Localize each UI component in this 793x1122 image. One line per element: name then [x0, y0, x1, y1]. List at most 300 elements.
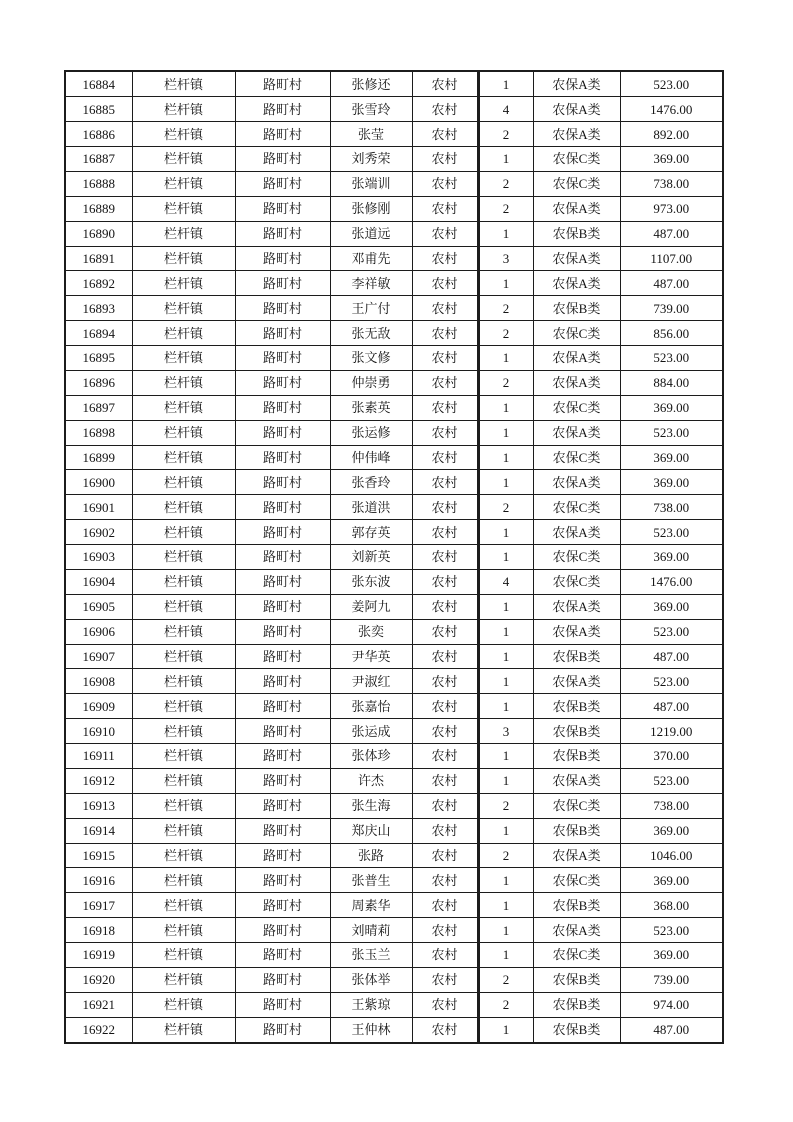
village-cell: 路町村: [235, 768, 330, 793]
person-name-cell: 张体举: [330, 967, 412, 992]
serial-number-cell: 16890: [65, 221, 132, 246]
table-row: [65, 545, 723, 570]
residence-type-cell: 农村: [412, 520, 478, 545]
insurance-category-cell: 农保B类: [533, 1017, 620, 1043]
person-name-cell: 张运修: [330, 420, 412, 445]
insurance-category-cell: 农保A类: [533, 346, 620, 371]
town-cell: 栏杆镇: [132, 470, 235, 495]
village-cell: 路町村: [235, 296, 330, 321]
insurance-category-cell: 农保B类: [533, 644, 620, 669]
person-name-cell: 仲崇勇: [330, 370, 412, 395]
serial-number-cell: 16903: [65, 545, 132, 570]
person-count-cell: 2: [478, 495, 533, 520]
village-cell: 路町村: [235, 395, 330, 420]
person-name-cell: 张修刚: [330, 196, 412, 221]
person-count-cell: 2: [478, 793, 533, 818]
amount-cell: 973.00: [620, 196, 723, 221]
person-name-cell: 张嘉怡: [330, 694, 412, 719]
town-cell: 栏杆镇: [132, 744, 235, 769]
serial-number-cell: 16910: [65, 719, 132, 744]
village-cell: 路町村: [235, 719, 330, 744]
residence-type-cell: 农村: [412, 594, 478, 619]
serial-number-cell: 16908: [65, 669, 132, 694]
residence-type-cell: 农村: [412, 346, 478, 371]
amount-cell: 369.00: [620, 868, 723, 893]
person-count-cell: 1: [478, 420, 533, 445]
insurance-category-cell: 农保B类: [533, 893, 620, 918]
person-name-cell: 张道洪: [330, 495, 412, 520]
town-cell: 栏杆镇: [132, 569, 235, 594]
serial-number-cell: 16896: [65, 370, 132, 395]
village-cell: 路町村: [235, 196, 330, 221]
village-cell: 路町村: [235, 520, 330, 545]
serial-number-cell: 16894: [65, 321, 132, 346]
residence-type-cell: 农村: [412, 719, 478, 744]
serial-number-cell: 16899: [65, 445, 132, 470]
person-name-cell: 尹淑红: [330, 669, 412, 694]
table-row: [65, 122, 723, 147]
residence-type-cell: 农村: [412, 545, 478, 570]
insurance-category-cell: 农保B类: [533, 296, 620, 321]
person-count-cell: 1: [478, 868, 533, 893]
table-row: [65, 147, 723, 172]
amount-cell: 523.00: [620, 420, 723, 445]
table-row: [65, 97, 723, 122]
amount-cell: 523.00: [620, 619, 723, 644]
town-cell: 栏杆镇: [132, 669, 235, 694]
serial-number-cell: 16893: [65, 296, 132, 321]
town-cell: 栏杆镇: [132, 370, 235, 395]
table-row: [65, 321, 723, 346]
person-count-cell: 4: [478, 97, 533, 122]
person-count-cell: 1: [478, 744, 533, 769]
amount-cell: 487.00: [620, 271, 723, 296]
amount-cell: 892.00: [620, 122, 723, 147]
person-name-cell: 张奕: [330, 619, 412, 644]
residence-type-cell: 农村: [412, 271, 478, 296]
residence-type-cell: 农村: [412, 370, 478, 395]
amount-cell: 487.00: [620, 1017, 723, 1043]
town-cell: 栏杆镇: [132, 147, 235, 172]
residence-type-cell: 农村: [412, 171, 478, 196]
insurance-category-cell: 农保A类: [533, 669, 620, 694]
person-count-cell: 1: [478, 644, 533, 669]
serial-number-cell: 16895: [65, 346, 132, 371]
insurance-category-cell: 农保B类: [533, 221, 620, 246]
town-cell: 栏杆镇: [132, 644, 235, 669]
town-cell: 栏杆镇: [132, 1017, 235, 1043]
table-row: [65, 619, 723, 644]
serial-number-cell: 16886: [65, 122, 132, 147]
table-row: [65, 420, 723, 445]
serial-number-cell: 16905: [65, 594, 132, 619]
insurance-category-cell: 农保C类: [533, 943, 620, 968]
village-cell: 路町村: [235, 992, 330, 1017]
person-count-cell: 2: [478, 171, 533, 196]
residence-type-cell: 农村: [412, 744, 478, 769]
village-cell: 路町村: [235, 171, 330, 196]
residence-type-cell: 农村: [412, 122, 478, 147]
insurance-category-cell: 农保B类: [533, 967, 620, 992]
person-name-cell: 周素华: [330, 893, 412, 918]
town-cell: 栏杆镇: [132, 420, 235, 445]
amount-cell: 487.00: [620, 694, 723, 719]
amount-cell: 369.00: [620, 594, 723, 619]
insurance-category-cell: 农保C类: [533, 445, 620, 470]
town-cell: 栏杆镇: [132, 843, 235, 868]
person-name-cell: 张体珍: [330, 744, 412, 769]
person-count-cell: 1: [478, 395, 533, 420]
insurance-category-cell: 农保C类: [533, 545, 620, 570]
town-cell: 栏杆镇: [132, 445, 235, 470]
insurance-category-cell: 农保C类: [533, 321, 620, 346]
insurance-category-cell: 农保C类: [533, 171, 620, 196]
village-cell: 路町村: [235, 370, 330, 395]
table-row: [65, 71, 723, 97]
insurance-category-cell: 农保A类: [533, 71, 620, 97]
town-cell: 栏杆镇: [132, 918, 235, 943]
amount-cell: 856.00: [620, 321, 723, 346]
residence-type-cell: 农村: [412, 445, 478, 470]
insurance-category-cell: 农保B类: [533, 818, 620, 843]
insurance-category-cell: 农保B类: [533, 694, 620, 719]
serial-number-cell: 16909: [65, 694, 132, 719]
village-cell: 路町村: [235, 843, 330, 868]
village-cell: 路町村: [235, 420, 330, 445]
table-row: [65, 221, 723, 246]
table-row: [65, 445, 723, 470]
amount-cell: 523.00: [620, 768, 723, 793]
person-name-cell: 张道远: [330, 221, 412, 246]
table-row: [65, 967, 723, 992]
amount-cell: 884.00: [620, 370, 723, 395]
person-name-cell: 刘秀荣: [330, 147, 412, 172]
town-cell: 栏杆镇: [132, 719, 235, 744]
insurance-category-cell: 农保A类: [533, 470, 620, 495]
person-count-cell: 1: [478, 147, 533, 172]
residence-type-cell: 农村: [412, 619, 478, 644]
person-count-cell: 1: [478, 818, 533, 843]
table-row: [65, 868, 723, 893]
residence-type-cell: 农村: [412, 97, 478, 122]
town-cell: 栏杆镇: [132, 967, 235, 992]
person-name-cell: 张普生: [330, 868, 412, 893]
serial-number-cell: 16887: [65, 147, 132, 172]
table-row: [65, 943, 723, 968]
amount-cell: 738.00: [620, 793, 723, 818]
table-row: [65, 370, 723, 395]
person-name-cell: 姜阿九: [330, 594, 412, 619]
village-cell: 路町村: [235, 1017, 330, 1043]
town-cell: 栏杆镇: [132, 520, 235, 545]
serial-number-cell: 16888: [65, 171, 132, 196]
person-name-cell: 张东波: [330, 569, 412, 594]
insurance-category-cell: 农保A类: [533, 196, 620, 221]
table-row: [65, 669, 723, 694]
amount-cell: 1107.00: [620, 246, 723, 271]
serial-number-cell: 16917: [65, 893, 132, 918]
person-count-cell: 1: [478, 918, 533, 943]
village-cell: 路町村: [235, 868, 330, 893]
person-count-cell: 1: [478, 545, 533, 570]
person-count-cell: 3: [478, 246, 533, 271]
table-row: [65, 470, 723, 495]
amount-cell: 1476.00: [620, 97, 723, 122]
insurance-category-cell: 农保A类: [533, 370, 620, 395]
village-cell: 路町村: [235, 445, 330, 470]
person-name-cell: 王紫琼: [330, 992, 412, 1017]
person-count-cell: 2: [478, 967, 533, 992]
serial-number-cell: 16918: [65, 918, 132, 943]
residence-type-cell: 农村: [412, 296, 478, 321]
village-cell: 路町村: [235, 545, 330, 570]
insurance-category-cell: 农保C类: [533, 395, 620, 420]
insurance-category-cell: 农保A类: [533, 619, 620, 644]
table-row: [65, 246, 723, 271]
table-row: [65, 171, 723, 196]
town-cell: 栏杆镇: [132, 594, 235, 619]
village-cell: 路町村: [235, 346, 330, 371]
table-row: [65, 918, 723, 943]
village-cell: 路町村: [235, 321, 330, 346]
amount-cell: 369.00: [620, 147, 723, 172]
table-row: [65, 271, 723, 296]
amount-cell: 1476.00: [620, 569, 723, 594]
village-cell: 路町村: [235, 943, 330, 968]
person-count-cell: 1: [478, 943, 533, 968]
town-cell: 栏杆镇: [132, 71, 235, 97]
table-row: [65, 196, 723, 221]
person-count-cell: 1: [478, 1017, 533, 1043]
person-name-cell: 张修还: [330, 71, 412, 97]
amount-cell: 523.00: [620, 71, 723, 97]
person-count-cell: 1: [478, 470, 533, 495]
person-name-cell: 张生海: [330, 793, 412, 818]
person-count-cell: 2: [478, 370, 533, 395]
amount-cell: 523.00: [620, 669, 723, 694]
person-name-cell: 张运成: [330, 719, 412, 744]
town-cell: 栏杆镇: [132, 992, 235, 1017]
person-count-cell: 1: [478, 346, 533, 371]
person-name-cell: 王广付: [330, 296, 412, 321]
serial-number-cell: 16912: [65, 768, 132, 793]
table-row: [65, 818, 723, 843]
village-cell: 路町村: [235, 967, 330, 992]
residence-type-cell: 农村: [412, 71, 478, 97]
table-row: [65, 495, 723, 520]
serial-number-cell: 16915: [65, 843, 132, 868]
residence-type-cell: 农村: [412, 395, 478, 420]
amount-cell: 523.00: [620, 520, 723, 545]
amount-cell: 369.00: [620, 818, 723, 843]
insurance-category-cell: 农保A类: [533, 420, 620, 445]
insurance-category-cell: 农保A类: [533, 918, 620, 943]
serial-number-cell: 16898: [65, 420, 132, 445]
serial-number-cell: 16913: [65, 793, 132, 818]
insurance-category-cell: 农保C类: [533, 147, 620, 172]
serial-number-cell: 16891: [65, 246, 132, 271]
town-cell: 栏杆镇: [132, 246, 235, 271]
insurance-category-cell: 农保B类: [533, 992, 620, 1017]
person-count-cell: 2: [478, 296, 533, 321]
insurance-category-cell: 农保A类: [533, 271, 620, 296]
amount-cell: 1046.00: [620, 843, 723, 868]
town-cell: 栏杆镇: [132, 395, 235, 420]
serial-number-cell: 16919: [65, 943, 132, 968]
residence-type-cell: 农村: [412, 246, 478, 271]
table-row: [65, 1017, 723, 1043]
person-name-cell: 张雪玲: [330, 97, 412, 122]
village-cell: 路町村: [235, 470, 330, 495]
insurance-category-cell: 农保C类: [533, 868, 620, 893]
person-name-cell: 刘晴莉: [330, 918, 412, 943]
amount-cell: 523.00: [620, 346, 723, 371]
person-name-cell: 刘新英: [330, 545, 412, 570]
table-body: [65, 71, 723, 1043]
town-cell: 栏杆镇: [132, 619, 235, 644]
person-name-cell: 郑庆山: [330, 818, 412, 843]
town-cell: 栏杆镇: [132, 122, 235, 147]
insurance-category-cell: 农保A类: [533, 594, 620, 619]
table-row: [65, 719, 723, 744]
table-row: [65, 694, 723, 719]
person-count-cell: 1: [478, 893, 533, 918]
serial-number-cell: 16907: [65, 644, 132, 669]
person-count-cell: 2: [478, 992, 533, 1017]
amount-cell: 974.00: [620, 992, 723, 1017]
town-cell: 栏杆镇: [132, 97, 235, 122]
residence-type-cell: 农村: [412, 793, 478, 818]
table-row: [65, 395, 723, 420]
residence-type-cell: 农村: [412, 420, 478, 445]
person-count-cell: 2: [478, 843, 533, 868]
amount-cell: 487.00: [620, 221, 723, 246]
insurance-category-cell: 农保A类: [533, 843, 620, 868]
table-row: [65, 569, 723, 594]
person-count-cell: 1: [478, 445, 533, 470]
town-cell: 栏杆镇: [132, 893, 235, 918]
serial-number-cell: 16922: [65, 1017, 132, 1043]
town-cell: 栏杆镇: [132, 495, 235, 520]
village-cell: 路町村: [235, 793, 330, 818]
table-row: [65, 744, 723, 769]
person-name-cell: 仲伟峰: [330, 445, 412, 470]
residence-type-cell: 农村: [412, 495, 478, 520]
person-count-cell: 1: [478, 594, 533, 619]
serial-number-cell: 16892: [65, 271, 132, 296]
residence-type-cell: 农村: [412, 893, 478, 918]
amount-cell: 739.00: [620, 296, 723, 321]
amount-cell: 1219.00: [620, 719, 723, 744]
insurance-category-cell: 农保C类: [533, 495, 620, 520]
town-cell: 栏杆镇: [132, 221, 235, 246]
serial-number-cell: 16889: [65, 196, 132, 221]
village-cell: 路町村: [235, 619, 330, 644]
village-cell: 路町村: [235, 893, 330, 918]
subsidy-roster-table: [64, 70, 724, 1044]
person-name-cell: 李祥敏: [330, 271, 412, 296]
serial-number-cell: 16916: [65, 868, 132, 893]
insurance-category-cell: 农保B类: [533, 719, 620, 744]
residence-type-cell: 农村: [412, 470, 478, 495]
person-name-cell: 张无敌: [330, 321, 412, 346]
insurance-category-cell: 农保A类: [533, 520, 620, 545]
amount-cell: 369.00: [620, 943, 723, 968]
village-cell: 路町村: [235, 122, 330, 147]
town-cell: 栏杆镇: [132, 943, 235, 968]
person-name-cell: 尹华英: [330, 644, 412, 669]
person-count-cell: 1: [478, 221, 533, 246]
serial-number-cell: 16884: [65, 71, 132, 97]
person-count-cell: 3: [478, 719, 533, 744]
serial-number-cell: 16900: [65, 470, 132, 495]
village-cell: 路町村: [235, 594, 330, 619]
person-name-cell: 张文修: [330, 346, 412, 371]
residence-type-cell: 农村: [412, 694, 478, 719]
residence-type-cell: 农村: [412, 1017, 478, 1043]
village-cell: 路町村: [235, 221, 330, 246]
residence-type-cell: 农村: [412, 868, 478, 893]
residence-type-cell: 农村: [412, 992, 478, 1017]
residence-type-cell: 农村: [412, 768, 478, 793]
residence-type-cell: 农村: [412, 321, 478, 346]
person-name-cell: 张素英: [330, 395, 412, 420]
town-cell: 栏杆镇: [132, 768, 235, 793]
person-name-cell: 张端训: [330, 171, 412, 196]
residence-type-cell: 农村: [412, 943, 478, 968]
person-count-cell: 4: [478, 569, 533, 594]
person-count-cell: 1: [478, 271, 533, 296]
serial-number-cell: 16904: [65, 569, 132, 594]
insurance-category-cell: 农保C类: [533, 793, 620, 818]
village-cell: 路町村: [235, 644, 330, 669]
table-row: [65, 843, 723, 868]
town-cell: 栏杆镇: [132, 545, 235, 570]
town-cell: 栏杆镇: [132, 868, 235, 893]
village-cell: 路町村: [235, 271, 330, 296]
town-cell: 栏杆镇: [132, 694, 235, 719]
town-cell: 栏杆镇: [132, 818, 235, 843]
town-cell: 栏杆镇: [132, 346, 235, 371]
table-row: [65, 296, 723, 321]
insurance-category-cell: 农保A类: [533, 246, 620, 271]
amount-cell: 487.00: [620, 644, 723, 669]
residence-type-cell: 农村: [412, 221, 478, 246]
person-count-cell: 1: [478, 694, 533, 719]
amount-cell: 523.00: [620, 918, 723, 943]
person-count-cell: 2: [478, 196, 533, 221]
person-name-cell: 张玉兰: [330, 943, 412, 968]
village-cell: 路町村: [235, 694, 330, 719]
village-cell: 路町村: [235, 744, 330, 769]
amount-cell: 369.00: [620, 545, 723, 570]
residence-type-cell: 农村: [412, 147, 478, 172]
person-count-cell: 2: [478, 321, 533, 346]
amount-cell: 369.00: [620, 395, 723, 420]
insurance-category-cell: 农保C类: [533, 569, 620, 594]
village-cell: 路町村: [235, 669, 330, 694]
village-cell: 路町村: [235, 818, 330, 843]
village-cell: 路町村: [235, 71, 330, 97]
amount-cell: 368.00: [620, 893, 723, 918]
serial-number-cell: 16914: [65, 818, 132, 843]
insurance-category-cell: 农保A类: [533, 97, 620, 122]
person-name-cell: 张莹: [330, 122, 412, 147]
residence-type-cell: 农村: [412, 196, 478, 221]
serial-number-cell: 16920: [65, 967, 132, 992]
town-cell: 栏杆镇: [132, 296, 235, 321]
person-count-cell: 1: [478, 520, 533, 545]
